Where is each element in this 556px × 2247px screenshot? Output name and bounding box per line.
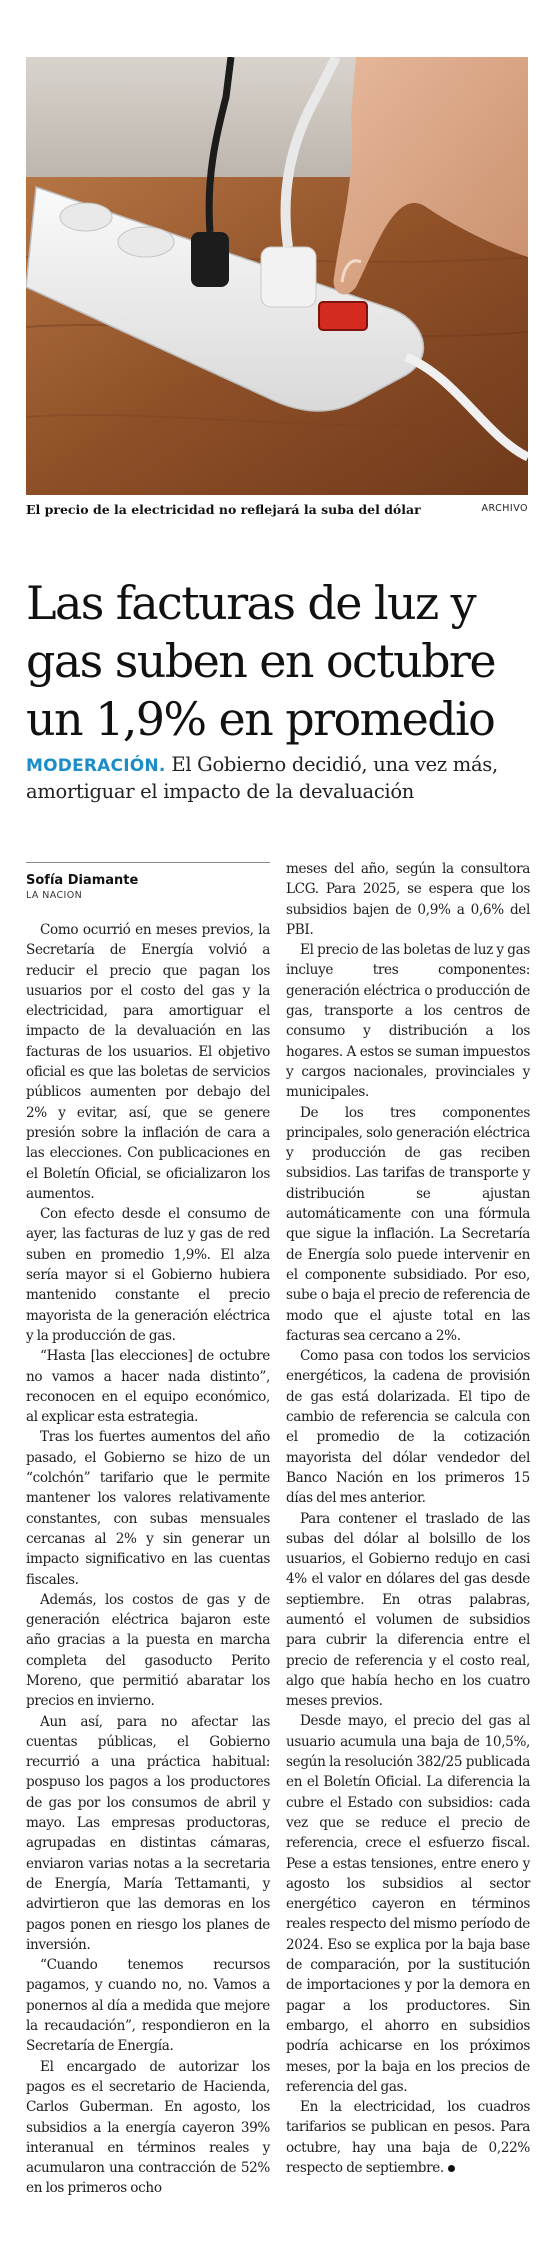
paragraph: Tras los fuertes aumentos del año pasado, el Gobierno se hizo de un “colchón” tarifario que le permite mantener los valores relativamente constantes, con subas mensuales cercanas al 2% y sin generar un impacto significativo en las cuentas fiscales. (26, 1429, 270, 1588)
paragraph: El precio de las boletas de luz y gas incluye tres componentes: generación eléctrica o producción de gas, transporte a los centros de consumo y distribución a los hogares. A estos se suman impuestos y cargos nacionales, provinciales y municipales. (286, 942, 530, 1101)
paragraph: Con efecto desde el consumo de ayer, las facturas de luz y gas de red suben en promedio 1,9%. El alza sería mayor si el Gobierno hubiera mantenido constante el precio mayorista de la generación eléctrica y la producción de gas. (26, 1206, 270, 1344)
paragraph-text: En la electricidad, los cuadros tarifarios se publican en pesos. Para octubre, hay una baja de 0,22% respecto de septiembre. (286, 2099, 530, 2176)
paragraph: Además, los costos de gas y de generación eléctrica bajaron este año gracias a la puesta en marcha completa del gasoducto Perito Moreno, que permitió abaratar los precios en invierno. (26, 1591, 270, 1710)
caption-text: El precio de la electricidad no reflejará la suba del dólar (26, 502, 421, 517)
kicker: MODERACIÓN. (26, 756, 166, 776)
author-name: Sofía Diamante (26, 873, 139, 888)
photo-credit: ARCHIVO (481, 503, 528, 514)
paragraph: “Cuando tenemos recursos pagamos, y cuando no, no. Vamos a ponernos al día a medida que mejore la recaudación”, respondieron en la Secretaría de Energía. (26, 1957, 270, 2055)
headline: Las facturas de luz y gas suben en octubre un 1,9% en promedio (26, 576, 495, 746)
paragraph: “Hasta [las elecciones] de octubre no vamos a hacer nada distinto”, reconocen en el equipo económico, al explicar esta estrategia. (26, 1348, 270, 1426)
subhead-text: El Gobierno decidió, una vez más, amortiguar el impacto de la devaluación (26, 753, 498, 803)
photo-caption (26, 502, 528, 517)
last-paragraph (286, 2097, 530, 2178)
paragraph: Desde mayo, el precio del gas al usuario acumula una baja de 10,5%, según la resolución 382/25 publicada en el Boletín Oficial. La diferencia la cubre el Estado con subsidios: cada vez que se reduce el precio de referencia, crece el esfuerzo fiscal. Pese a estas tensiones, entre enero y agosto los subsidios al sector energético cayeron en términos reales respecto del mismo período de 2024. Eso se explica por la baja base de comparación, por la sustitución de importaciones y por la demora en pagar a los productores. Sin embargo, el ahorro en subsidios podría achicarse en los próximos meses, por la baja en los precios de referencia del gas. (286, 1713, 530, 2095)
red-switch (319, 302, 367, 330)
paragraph: Como pasa con todos los servicios energéticos, la cadena de provisión de gas está dolarizada. El tipo de cambio de referencia se calcula con el promedio de la cotización mayorista del dólar vendedor del Banco Nación en los primeros 15 días del mes anterior. (286, 1348, 530, 1507)
paragraph: Como ocurrió en meses previos, la Secretaría de Energía volvió a reducir el precio que pagan los usuarios por el costo del gas y la electricidad, para amortiguar el impacto de la devaluación en las facturas de los usuarios. El objetivo oficial es que las boletas de servicios públicos aumenten por debajo del 2% y evitar, así, que se genere presión sobre la inflación de cara a las elecciones. Con publicaciones en el Boletín Oficial, se oficializaron los aumentos. (26, 922, 270, 1202)
paragraph: Para contener el traslado de las subas del dólar al bolsillo de los usuarios, el Gobierno redujo en casi 4% el valor en dólares del gas desde septiembre. En otras palabras, aumentó el volumen de subsidios para cubrir la diferencia entre el precio de referencia y el costo real, algo que había hecho en los cuatro meses previos. (286, 1510, 530, 1710)
subhead (26, 752, 536, 804)
outlet-name: LA NACION (26, 890, 83, 901)
body-column-2 (286, 859, 530, 2178)
power-strip-image (26, 57, 528, 495)
end-mark-icon (448, 2165, 455, 2172)
paragraph: De los tres componentes principales, solo generación eléctrica y producción de gas reciben subsidios. Las tarifas de transporte y distribución se ajustan automáticamente con una fórmula que sigue la inflación. La Secretaría de Energía solo puede intervenir en el componente subsidiado. Por eso, sube o baja el precio de referencia de modo que el ajuste total en las facturas sea cercano a 2%. (286, 1104, 530, 1344)
paragraph: El encargado de autorizar los pagos es el secretario de Hacienda, Carlos Guberman. En agosto, los subsidios a la energía cayeron 39% interanual en términos reales y acumularon una contracción de 52% en los primeros ocho (26, 2058, 270, 2197)
byline-rule (26, 862, 270, 863)
article-photo (26, 57, 528, 495)
paragraph: meses del año, según la consultora LCG. Para 2025, se espera que los subsidios bajen de 0,9% a 0,6% del PBI. (286, 861, 530, 938)
body-column-1 (26, 920, 270, 2199)
byline (26, 872, 270, 903)
paragraph: Aun así, para no afectar las cuentas públicas, el Gobierno recurrió a una práctica habitual: pospuso los pagos a los productores de gas por los consumos de abril y mayo. Las empresas productoras, agrupadas en distintas cámaras, enviaron varias notas a la secretaria de Energía, María Tettamanti, y advirtieron que las demoras en los pagos ponen en riesgo los planes de inversión. (26, 1713, 270, 1953)
